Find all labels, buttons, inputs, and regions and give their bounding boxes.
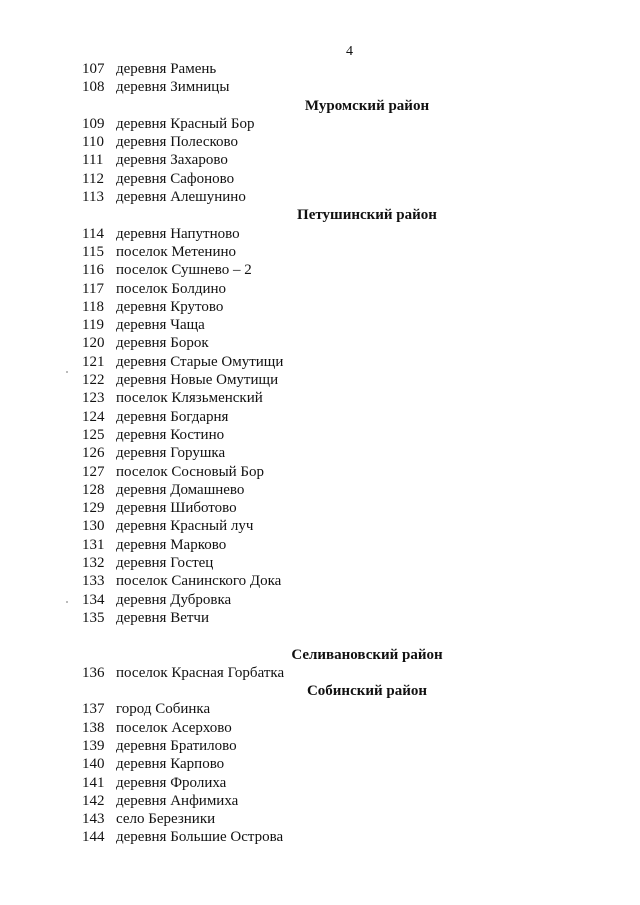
item-number: 134 bbox=[82, 591, 105, 608]
item-number: 128 bbox=[82, 481, 105, 498]
list-item bbox=[82, 572, 582, 590]
settlement-name: деревня Ветчи bbox=[116, 609, 209, 626]
settlement-name: деревня Анфимиха bbox=[116, 792, 239, 809]
scan-speck bbox=[66, 601, 68, 603]
settlement-name: поселок Асерхово bbox=[116, 719, 232, 736]
district-heading: Собинский район bbox=[306, 683, 428, 700]
list-item bbox=[82, 298, 582, 316]
item-number: 112 bbox=[82, 170, 104, 187]
settlement-name: деревня Чаща bbox=[116, 317, 205, 334]
list-item bbox=[82, 408, 582, 426]
settlement-name: деревня Новые Омутищи bbox=[116, 372, 279, 389]
settlement-name: деревня Карпово bbox=[116, 756, 225, 773]
list-item bbox=[82, 243, 582, 261]
settlement-name: деревня Братилово bbox=[116, 737, 237, 754]
item-number: 123 bbox=[82, 390, 105, 407]
list-item bbox=[82, 828, 582, 846]
settlement-name: деревня Дубровка bbox=[116, 591, 232, 608]
list-item bbox=[82, 463, 582, 481]
list-item bbox=[82, 78, 582, 96]
list-item bbox=[82, 700, 582, 718]
settlement-name: поселок Болдино bbox=[116, 280, 227, 297]
section-spacer bbox=[82, 627, 582, 645]
item-number: 111 bbox=[82, 152, 104, 169]
list-item bbox=[82, 280, 582, 298]
settlement-name: деревня Горушка bbox=[116, 445, 226, 462]
list-item bbox=[82, 536, 582, 554]
item-number: 126 bbox=[82, 445, 105, 462]
item-number: 143 bbox=[82, 811, 105, 828]
list-item bbox=[82, 755, 582, 773]
settlement-list bbox=[82, 60, 582, 847]
item-number: 113 bbox=[82, 189, 104, 206]
settlement-name: деревня Костино bbox=[116, 426, 225, 443]
list-item bbox=[82, 151, 582, 169]
item-number: 119 bbox=[82, 317, 104, 334]
item-number: 116 bbox=[82, 262, 104, 279]
settlement-name: поселок Метенино bbox=[116, 243, 237, 260]
item-number: 137 bbox=[82, 701, 105, 718]
settlement-name: деревня Сафоново bbox=[116, 170, 235, 187]
item-number: 127 bbox=[82, 463, 105, 480]
settlement-name: деревня Домашнево bbox=[116, 481, 245, 498]
list-item bbox=[82, 591, 582, 609]
list-item bbox=[82, 353, 582, 371]
item-number: 108 bbox=[82, 79, 105, 96]
settlement-name: поселок Клязьменский bbox=[116, 390, 263, 407]
item-number: 142 bbox=[82, 792, 105, 809]
list-item bbox=[82, 810, 582, 828]
item-number: 130 bbox=[82, 518, 105, 535]
settlement-name: деревня Красный луч bbox=[116, 518, 254, 535]
settlement-name: деревня Крутово bbox=[116, 298, 224, 315]
settlement-name: поселок Красная Горбатка bbox=[116, 664, 285, 681]
settlement-name: деревня Полесково bbox=[116, 134, 239, 151]
item-number: 120 bbox=[82, 335, 105, 352]
list-item bbox=[82, 719, 582, 737]
item-number: 122 bbox=[82, 372, 105, 389]
settlement-name: поселок Сосновый Бор bbox=[116, 463, 265, 480]
settlement-name: деревня Марково bbox=[116, 536, 227, 553]
item-number: 109 bbox=[82, 115, 105, 132]
item-number: 132 bbox=[82, 555, 105, 572]
list-item bbox=[82, 792, 582, 810]
list-item bbox=[82, 261, 582, 279]
item-number: 138 bbox=[82, 719, 105, 736]
settlement-name: деревня Шиботово bbox=[116, 500, 237, 517]
settlement-name: поселок Санинского Дока bbox=[116, 573, 282, 590]
settlement-name: деревня Большие Острова bbox=[116, 829, 284, 846]
settlement-name: деревня Напутново bbox=[116, 225, 240, 242]
list-item bbox=[82, 115, 582, 133]
item-number: 115 bbox=[82, 243, 104, 260]
list-item bbox=[82, 499, 582, 517]
settlement-name: деревня Захарово bbox=[116, 152, 228, 169]
item-number: 131 bbox=[82, 536, 105, 553]
settlement-name: деревня Старые Омутищи bbox=[116, 353, 284, 370]
settlement-name: деревня Богдарня bbox=[116, 408, 229, 425]
item-number: 141 bbox=[82, 774, 105, 791]
settlement-name: село Березники bbox=[116, 811, 216, 828]
settlement-name: деревня Зимницы bbox=[116, 79, 230, 96]
settlement-name: город Собинка bbox=[116, 701, 211, 718]
list-item bbox=[82, 389, 582, 407]
item-number: 125 bbox=[82, 426, 105, 443]
item-number: 121 bbox=[82, 353, 105, 370]
item-number: 139 bbox=[82, 737, 105, 754]
item-number: 117 bbox=[82, 280, 104, 297]
settlement-name: деревня Рамень bbox=[116, 61, 217, 77]
list-item bbox=[82, 517, 582, 535]
page-number: 4 bbox=[346, 44, 353, 59]
list-item bbox=[82, 188, 582, 206]
settlement-name: деревня Борок bbox=[116, 335, 209, 352]
list-item bbox=[82, 225, 582, 243]
district-heading: Муромский район bbox=[304, 97, 430, 114]
list-item bbox=[82, 170, 582, 188]
list-item bbox=[82, 481, 582, 499]
list-item bbox=[82, 664, 582, 682]
list-item bbox=[82, 60, 582, 78]
settlement-name: поселок Сушнево – 2 bbox=[116, 262, 252, 279]
item-number: 118 bbox=[82, 298, 104, 315]
list-item bbox=[82, 774, 582, 792]
item-number: 140 bbox=[82, 756, 105, 773]
item-number: 136 bbox=[82, 664, 105, 681]
item-number: 129 bbox=[82, 500, 105, 517]
list-item bbox=[82, 133, 582, 151]
list-item bbox=[82, 444, 582, 462]
district-heading: Селивановский район bbox=[291, 646, 443, 663]
list-item bbox=[82, 554, 582, 572]
item-number: 124 bbox=[82, 408, 105, 425]
item-number: 144 bbox=[82, 829, 105, 846]
item-number: 107 bbox=[82, 61, 105, 77]
list-item bbox=[82, 426, 582, 444]
settlement-name: деревня Фролиха bbox=[116, 774, 227, 791]
list-item bbox=[82, 371, 582, 389]
item-number: 110 bbox=[82, 134, 104, 151]
item-number: 133 bbox=[82, 573, 105, 590]
settlement-name: деревня Красный Бор bbox=[116, 115, 255, 132]
list-item bbox=[82, 316, 582, 334]
settlement-name: деревня Гостец bbox=[116, 555, 214, 572]
scan-speck bbox=[66, 371, 68, 373]
item-number: 135 bbox=[82, 609, 105, 626]
list-item bbox=[82, 609, 582, 627]
item-number: 114 bbox=[82, 225, 104, 242]
settlement-name: деревня Алешунино bbox=[116, 189, 246, 206]
list-item bbox=[82, 737, 582, 755]
district-heading: Петушинский район bbox=[297, 207, 437, 224]
list-item bbox=[82, 334, 582, 352]
